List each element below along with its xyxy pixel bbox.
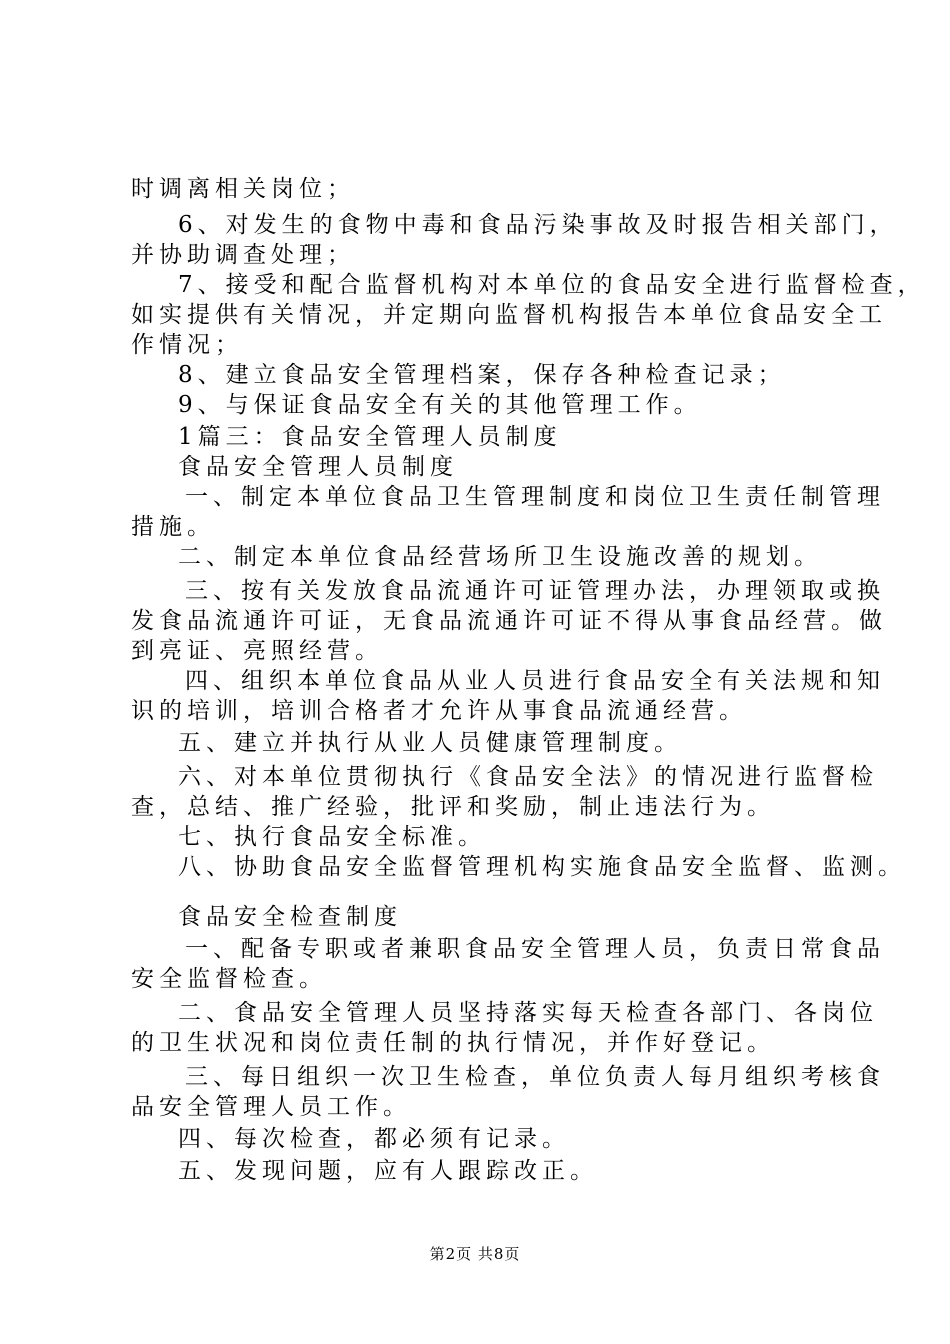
text-line: 八、协助食品安全监督管理机构实施食品安全监督、监测。 (178, 854, 906, 880)
text-line: 并协助调查处理； (131, 242, 355, 268)
text-line: 时调离相关岗位； (131, 176, 355, 202)
text-line: 作情况； (131, 332, 243, 358)
text-line: 五、建立并执行从业人员健康管理制度。 (178, 730, 682, 756)
text-line: 的卫生状况和岗位责任制的执行情况，并作好登记。 (131, 1030, 775, 1056)
text-line: 6、对发生的食物中毒和食品污染事故及时报告相关部门， (178, 212, 898, 238)
section-heading: 1篇三：食品安全管理人员制度 (178, 424, 562, 450)
text-line: 六、对本单位贯彻执行《食品安全法》的情况进行监督检 (178, 764, 878, 790)
text-line: 二、制定本单位食品经营场所卫生设施改善的规划。 (178, 544, 822, 570)
text-line: 7、接受和配合监督机构对本单位的食品安全进行监督检查， (178, 272, 926, 298)
text-line: 如实提供有关情况，并定期向监督机构报告本单位食品安全工 (131, 302, 887, 328)
text-line: 品安全管理人员工作。 (131, 1094, 411, 1120)
text-line: 到亮证、亮照经营。 (131, 638, 383, 664)
text-line: 安全监督检查。 (131, 966, 327, 992)
text-line: 三、每日组织一次卫生检查，单位负责人每月组织考核食 (185, 1064, 885, 1090)
text-line: 一、制定本单位食品卫生管理制度和岗位卫生责任制管理 (185, 484, 885, 510)
text-line: 五、发现问题，应有人跟踪改正。 (178, 1158, 598, 1184)
text-line: 9、与保证食品安全有关的其他管理工作。 (178, 392, 702, 418)
section-title: 食品安全管理人员制度 (178, 454, 458, 480)
text-line: 8、建立食品安全管理档案，保存各种检查记录； (178, 362, 786, 388)
text-line: 七、执行食品安全标准。 (178, 824, 486, 850)
text-line: 二、食品安全管理人员坚持落实每天检查各部门、各岗位 (178, 1000, 878, 1026)
text-line: 措施。 (131, 514, 215, 540)
text-line: 查，总结、推广经验，批评和奖励，制止违法行为。 (131, 794, 775, 820)
text-line: 四、每次检查，都必须有记录。 (178, 1126, 570, 1152)
text-line: 一、配备专职或者兼职食品安全管理人员，负责日常食品 (185, 936, 885, 962)
text-line: 识的培训，培训合格者才允许从事食品流通经营。 (131, 698, 747, 724)
text-line: 四、组织本单位食品从业人员进行食品安全有关法规和知 (185, 668, 885, 694)
text-line: 三、按有关发放食品流通许可证管理办法，办理领取或换 (185, 578, 885, 604)
text-line: 发食品流通许可证，无食品流通许可证不得从事食品经营。做 (131, 608, 887, 634)
section-title: 食品安全检查制度 (178, 904, 402, 930)
page-footer: 第2页 共8页 (429, 1245, 521, 1263)
